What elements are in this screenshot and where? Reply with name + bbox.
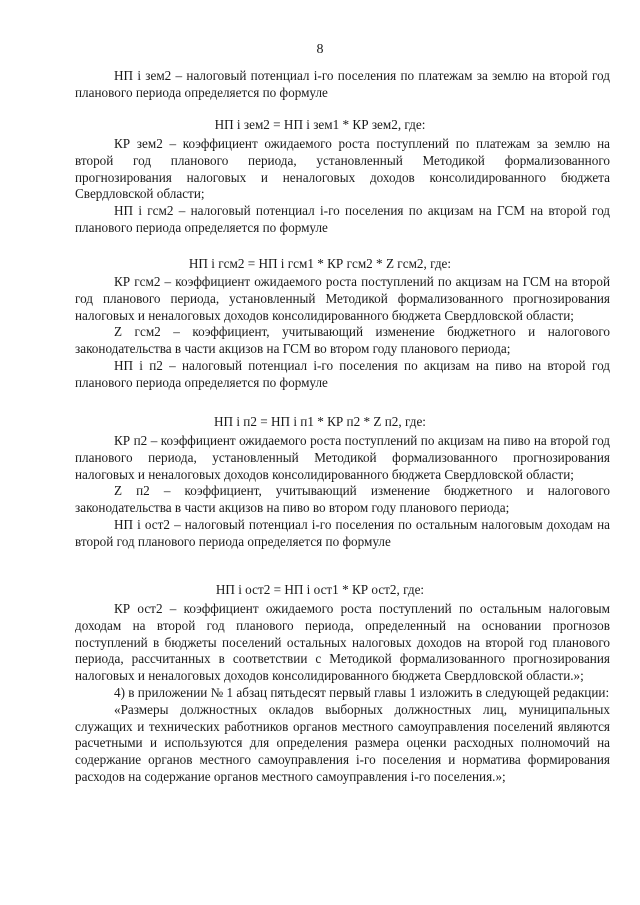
formula: НП i ост2 = НП i ост1 * КР ост2, где: xyxy=(215,582,425,597)
paragraph-block xyxy=(75,601,610,786)
page-number: 8 xyxy=(316,42,324,57)
paragraph: НП i ост2 – налоговый потенциал i-го поселения по остальным налоговым доходам на второй год планового периода определяется по формуле xyxy=(75,516,610,549)
paragraph: КР п2 – коэффициент ожидаемого роста поступлений по акцизам на пиво на второй год планового периода, установленный Методикой формализованного прогнозирования налоговых и неналоговых доходов консолидированного бюджета Свердловской области; xyxy=(75,433,610,482)
paragraph: Z п2 – коэффициент, учитывающий изменение бюджетного и налогового законодательства в части акцизов на пиво во втором году планового периода; xyxy=(75,483,610,516)
paragraph: КР гсм2 – коэффициент ожидаемого роста поступлений по акцизам на ГСМ на второй год планового периода, установленный Методикой формализованного прогнозирования налоговых и неналоговых доходов консолидированного бюджета Свердловской области; xyxy=(75,274,610,323)
formula: НП i гсм2 = НП i гсм1 * КР гсм2 * Z гсм2, где: xyxy=(188,256,452,271)
quoted-paragraph: «Размеры должностных окладов выборных должностных лиц, муниципальных служащих и технических работников органов местного самоуправления поселений являются расчетными и используются для определения размера оценки расходных полномочий на содержание органов местного самоуправления i-го поселения и норматива формирования расходов на содержание органов местного самоуправления i-го поселения.»; xyxy=(75,701,610,784)
paragraph: НП i гсм2 – налоговый потенциал i-го поселения по акцизам на ГСМ на второй год планового периода определяется по формуле xyxy=(75,203,610,235)
paragraph-block xyxy=(75,433,610,551)
paragraph: 4) в приложении № 1 абзац пятьдесят первый главы 1 изложить в следующей редакции: xyxy=(114,684,610,700)
paragraph-block xyxy=(75,68,610,102)
paragraph: КР ост2 – коэффициент ожидаемого роста поступлений по остальным налоговым доходам на второй год планового периода, определенный на основании прогнозов поступлений в бюджеты поселений остальных налоговых доходов на второй год планового периода, рассчитанных в соответствии с Методикой формализованного прогнозирования налоговых и неналоговых доходов консолидированного бюджета Свердловской области.»; xyxy=(75,601,610,684)
paragraph: КР зем2 – коэффициент ожидаемого роста поступлений по платежам за землю на второй год планового периода, установленный Методикой формализованного прогнозирования налоговых и неналоговых доходов консолидированного бюджета Свердловской области; xyxy=(75,136,610,202)
paragraph-block xyxy=(75,274,610,392)
paragraph: НП i п2 – налоговый потенциал i-го поселения по акцизам на пиво на второй год планового периода определяется по формуле xyxy=(75,357,610,390)
paragraph: НП i зем2 – налоговый потенциал i-го поселения по платежам за землю на второй год планового периода определяется по формуле xyxy=(75,68,610,100)
paragraph: Z гсм2 – коэффициент, учитывающий изменение бюджетного и налогового законодательства в части акцизов на ГСМ во втором году планового периода; xyxy=(75,324,610,357)
paragraph-block xyxy=(75,136,610,237)
formula: НП i зем2 = НП i зем1 * КР зем2, где: xyxy=(214,117,426,132)
formula: НП i п2 = НП i п1 * КР п2 * Z п2, где: xyxy=(214,414,426,429)
